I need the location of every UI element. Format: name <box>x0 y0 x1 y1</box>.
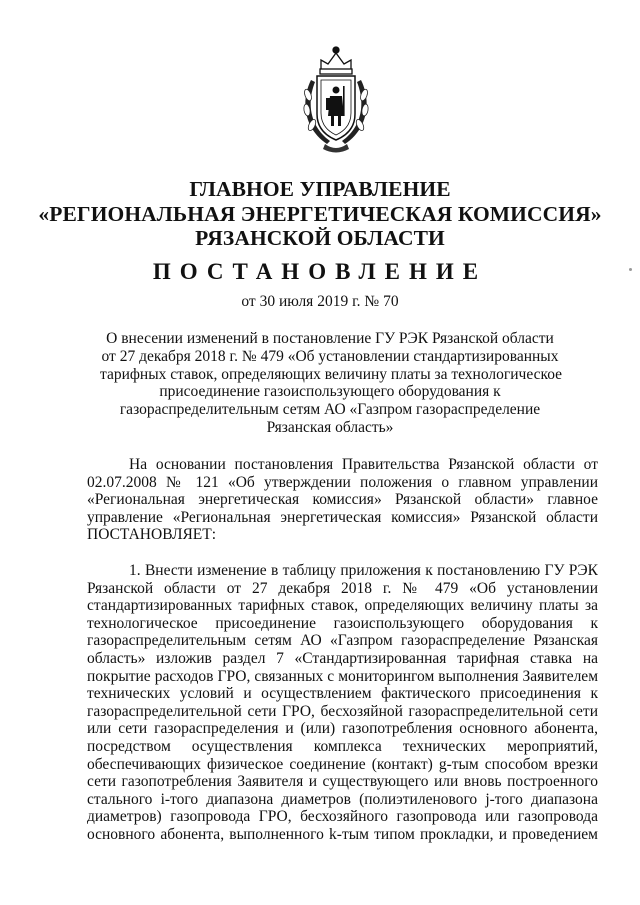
document-subject <box>100 330 563 437</box>
item-1-line: покрытие расходов ГРО, связанных с мониторингом выполнения Заявителем <box>87 667 598 685</box>
item-1-line: стального i-того диапазона диаметров (полиэтиленового j-того диапазона <box>87 790 598 808</box>
scan-speck <box>629 268 632 271</box>
subject-line: О внесении изменений в постановление ГУ РЭК Рязанской области <box>106 330 554 347</box>
item-1-line: основного абонента, выполненного k-тым типом прокладки, и проведением <box>87 825 598 843</box>
item-1-line: посредством осуществления комплекса технических мероприятий, <box>87 737 598 755</box>
agency-name-line-2: «РЕГИОНАЛЬНАЯ ЭНЕРГЕТИЧЕСКАЯ КОМИССИЯ» <box>38 202 602 226</box>
document-date-number: от 30 июля 2019 г. № 70 <box>241 293 399 310</box>
preamble-line: управление «Региональная энергетическая комиссия» Рязанской области <box>87 508 598 526</box>
preamble-line: 02.07.2008 № 121 «Об утверждении положения о главном управлении <box>87 473 598 491</box>
item-1-line: стандартизированных тарифных ставок, определяющих величину платы за <box>87 597 598 615</box>
subject-line: присоединение газоиспользующего оборудования к <box>159 383 501 401</box>
item-1-line: область» изложив раздел 7 «Стандартизированная тарифная ставка на <box>87 649 598 667</box>
item-1-line: 1. Внести изменение в таблицу приложения к постановлению ГУ РЭК <box>129 562 598 579</box>
subject-line: Рязанская область» <box>266 418 394 436</box>
subject-line: газораспределительным сетям АО «Газпром газораспределение <box>119 401 541 419</box>
item-1-line: газораспределительной сети ГРО, бесхозяйной газораспределительной сети <box>87 702 598 720</box>
subject-line: тарифных ставок, определяющих величину платы за технологическое <box>100 365 563 383</box>
subject-line: от 27 декабря 2018 г. № 479 «Об установлении стандартизированных <box>101 347 559 365</box>
document-type-heading: ПОСТАНОВЛЕНИЕ <box>152 259 488 284</box>
item-1-line: сети газопотребления Заявителя и существующего или вновь построенного <box>87 773 598 791</box>
agency-name-line-3: РЯЗАНСКОЙ ОБЛАСТИ <box>195 226 445 250</box>
agency-name-line-1: ГЛАВНОЕ УПРАВЛЕНИЕ <box>189 177 451 201</box>
item-1-line: диаметров) газопровода ГРО, бесхозяйного газопровода или газопровода <box>87 808 598 826</box>
item-1-line: обеспечивающих физическое соединение (контакт) g-тым способом врезки <box>87 755 598 773</box>
item-1-line: или сети газораспределения и (или) газопотребления основного абонента, <box>87 720 598 738</box>
item-1-line: Рязанской области от 27 декабря 2018 г. № 479 «Об установлении <box>87 579 598 597</box>
item-1-line: газораспределительным сетям АО «Газпром газораспределение Рязанская <box>87 632 598 650</box>
preamble-line: На основании постановления Правительства Рязанской области от <box>129 456 598 473</box>
item-1-paragraph <box>87 562 598 844</box>
coat-of-arms-emblem <box>297 40 375 155</box>
item-1-line: технических условий и осуществлением фактического присоединения к <box>87 685 598 703</box>
preamble-paragraph <box>87 456 598 544</box>
item-1-line: технологическое присоединение газоиспользующего оборудования к <box>87 614 598 632</box>
preamble-line: «Региональная энергетическая комиссия» Рязанской области» главное <box>87 491 598 509</box>
preamble-line: ПОСТАНОВЛЯЕТ: <box>87 526 217 544</box>
